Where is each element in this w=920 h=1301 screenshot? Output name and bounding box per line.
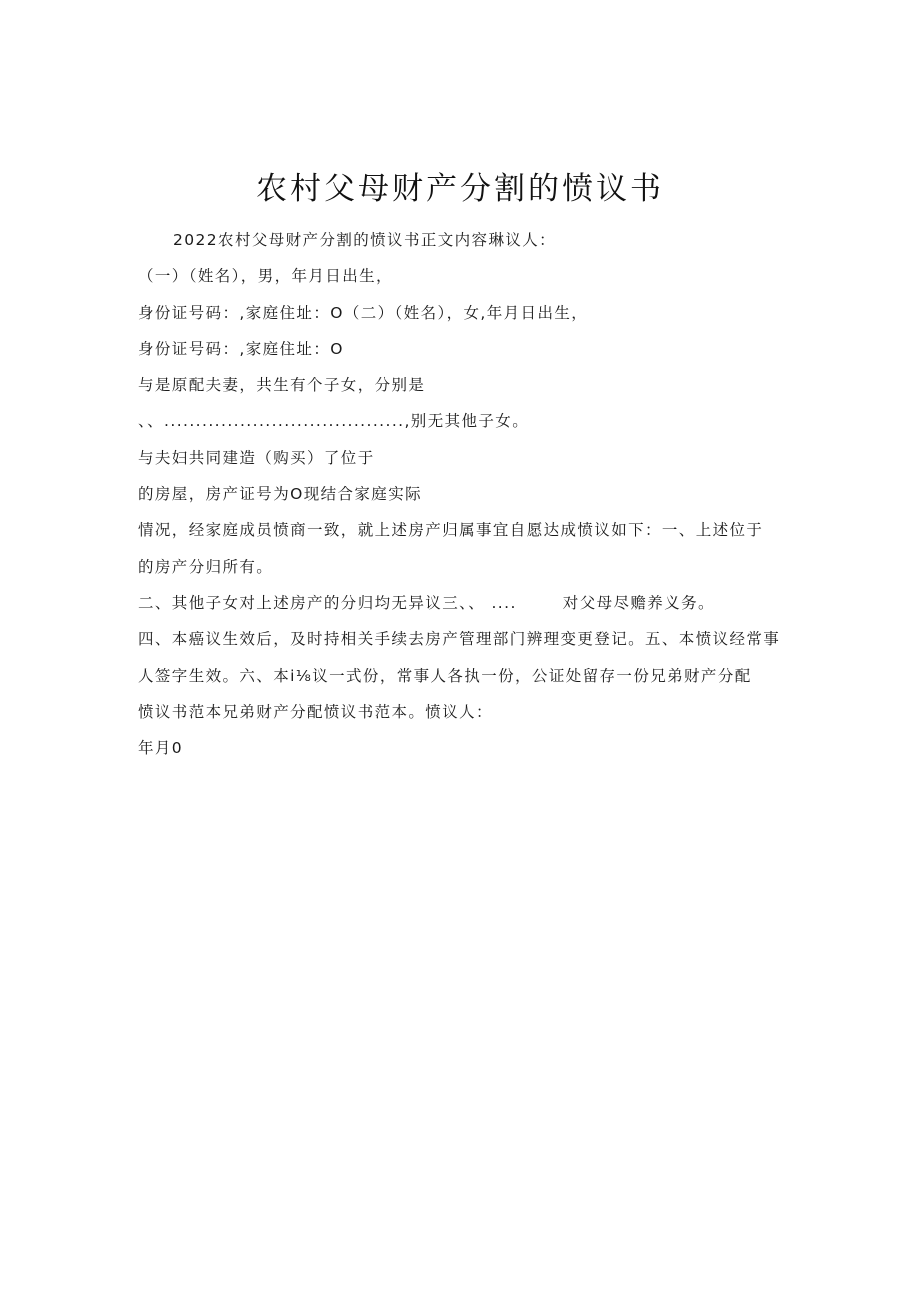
paragraph-line: 愤议书范本兄弟财产分配愤议书范本。愤议人： (138, 702, 493, 721)
paragraph-line: 与夫妇共同建造（购买）了位于 (138, 448, 375, 467)
paragraph-line: 2022农村父母财产分割的愤议书正文内容琳议人： (173, 231, 557, 249)
paragraph-line: 四、本癌议生效后，及时持相关手续去房产管理部门辨理变更登记。五、本愤议经常事 (138, 630, 781, 649)
paragraph-line-right: 对父母尽赡养义务。 (562, 593, 715, 612)
paragraph-line: 情况，经家庭成员愤商一致，就上述房产归属事宜自愿达成愤议如下：一、上述位于 (138, 521, 764, 540)
paragraph-line-left: 二、其他子女对上述房产的分归均无异议三、、 .... (138, 593, 517, 612)
document-title: 农村父母财产分割的愤议书 (256, 170, 664, 207)
paragraph-line: 年月0 (138, 739, 184, 758)
paragraph-line (138, 591, 798, 627)
paragraph-line: 与是原配夫妻，共生有个子女，分别是 (138, 376, 426, 395)
paragraph-line: 、、......................................,别无其他子女。 (138, 412, 530, 431)
paragraph-line: 身份证号码：,家庭住址：O（二）（姓名），女,年月日出生， (138, 303, 589, 322)
document-body (138, 228, 798, 772)
paragraph-line: （一）（姓名），男，年月日出生， (138, 267, 393, 286)
paragraph-line: 的房产分归所有。 (138, 557, 274, 576)
paragraph-line: 身份证号码：,家庭住址：O (138, 339, 344, 358)
paragraph-line: 的房屋，房产证号为O现结合家庭实际 (138, 485, 423, 504)
paragraph-line: 人签字生效。六、本i⅛议一式份，常事人各执一份，公证处留存一份兄弟财产分配 (138, 666, 752, 685)
